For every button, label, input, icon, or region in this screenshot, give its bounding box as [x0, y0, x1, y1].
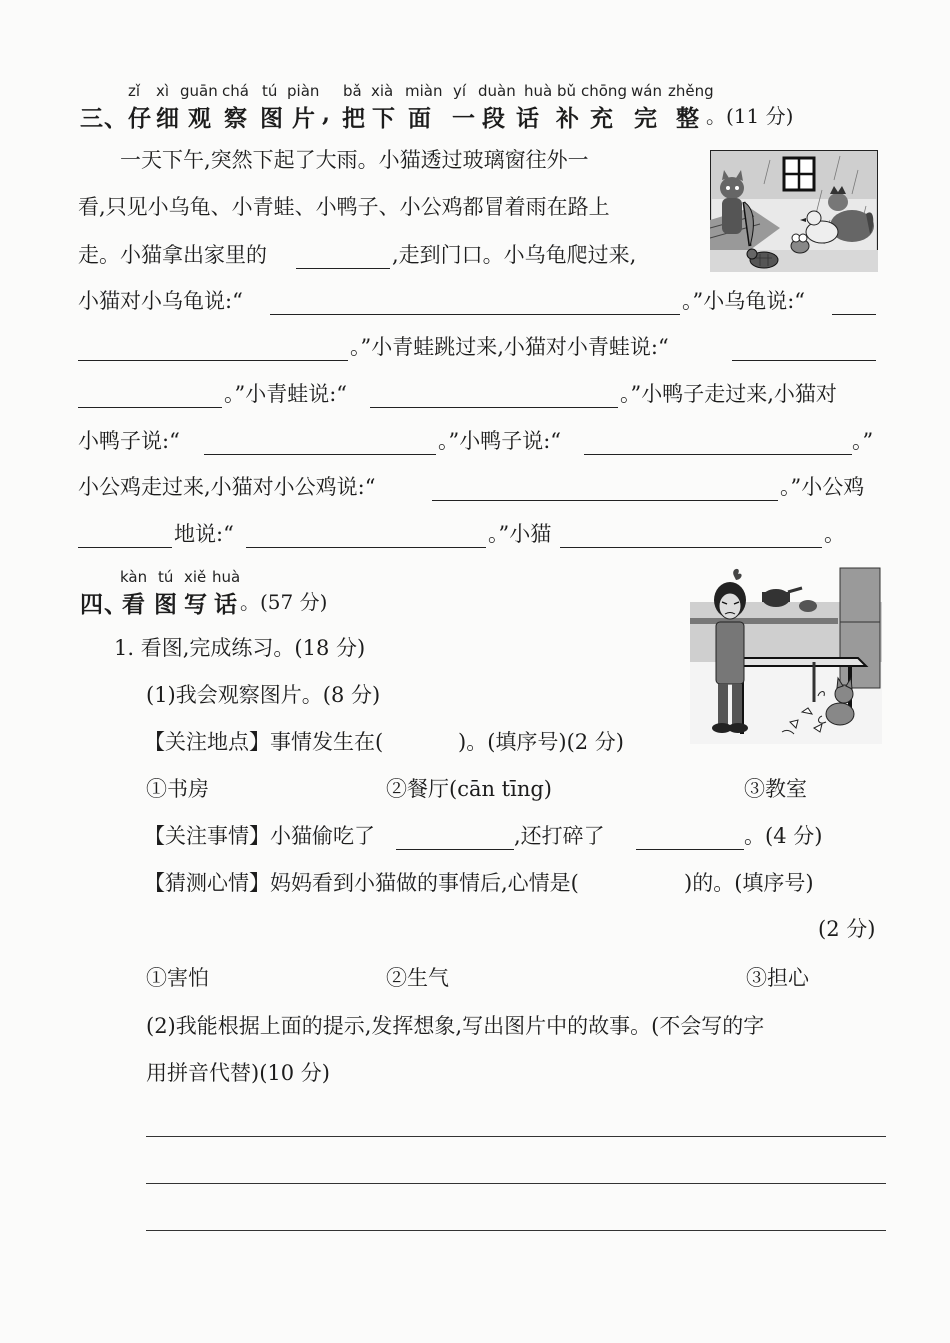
- pinyin: bǔ: [557, 82, 577, 100]
- event-prompt-suffix: 。(4 分): [744, 824, 823, 848]
- blank-turtle-says-cont[interactable]: [78, 360, 348, 361]
- pinyin: miàn: [405, 82, 443, 100]
- paragraph-text: 。”小公鸡: [780, 475, 865, 499]
- mood-prompt-suffix: )的。(填序号): [684, 871, 814, 895]
- section-number: 四、: [80, 591, 128, 618]
- heading-char: 一: [452, 105, 476, 132]
- blank-what-cat-broke[interactable]: [636, 849, 744, 850]
- heading-char: 仔: [128, 105, 152, 132]
- heading-char: 充: [590, 105, 614, 132]
- pinyin: huà: [524, 82, 553, 100]
- pinyin: tú: [262, 82, 278, 100]
- pinyin: xià: [371, 82, 394, 100]
- place-option-study[interactable]: ①书房: [146, 777, 209, 801]
- paragraph-text: 。”小鸭子走过来,小猫对: [620, 382, 837, 406]
- pinyin: guān: [180, 82, 218, 100]
- kitchen-scene-illustration: [690, 562, 882, 744]
- mood-score: (2 分): [818, 917, 876, 941]
- pinyin: zǐ: [128, 82, 141, 100]
- place-option-classroom[interactable]: ③教室: [744, 777, 807, 801]
- pinyin: chōng: [581, 82, 627, 100]
- pinyin: duàn: [478, 82, 516, 100]
- blank-item-brought-out[interactable]: [296, 268, 390, 269]
- section-number: 三、: [80, 105, 128, 132]
- heading-char: 把: [342, 105, 366, 132]
- paragraph-text: ,走到门口。小乌龟爬过来,: [392, 243, 637, 267]
- blank-turtle-says[interactable]: [832, 314, 876, 315]
- paragraph-text: 。”: [852, 429, 874, 453]
- heading-char: 细: [156, 105, 180, 132]
- mood-option-angry[interactable]: ②生气: [386, 966, 449, 990]
- heading-char: 观: [188, 105, 212, 132]
- paragraph-text: 。: [824, 522, 845, 546]
- event-prompt: 【关注事情】小猫偷吃了: [144, 824, 375, 848]
- heading-char: 完: [634, 105, 658, 132]
- paragraph-line: 一天下午,突然下起了大雨。小猫透过玻璃窗往外一: [120, 148, 589, 172]
- mood-answer-box[interactable]: [632, 868, 682, 898]
- writing-line[interactable]: [146, 1136, 886, 1137]
- paragraph-text: 走。小猫拿出家里的: [78, 243, 267, 267]
- pinyin: wán: [631, 82, 662, 100]
- paragraph-text: 。”小青蛙跳过来,小猫对小青蛙说:“: [350, 335, 669, 359]
- mood-option-worried[interactable]: ③担心: [746, 966, 809, 990]
- blank-cat-to-turtle[interactable]: [270, 314, 680, 315]
- mood-prompt: 【猜测心情】妈妈看到小猫做的事情后,心情是(: [144, 871, 579, 895]
- heading-char: 图: [154, 591, 178, 618]
- heading-char: 图: [260, 105, 284, 132]
- heading-char: 写: [184, 591, 208, 618]
- paragraph-text: 小猫对小乌龟说:“: [78, 289, 243, 313]
- section-score: 。(57 分): [240, 590, 328, 614]
- pinyin: kàn: [120, 568, 148, 586]
- pinyin: xì: [156, 82, 170, 100]
- writing-line[interactable]: [146, 1230, 886, 1231]
- blank-cat-ending[interactable]: [560, 547, 822, 548]
- section-score: 。(11 分): [706, 104, 794, 128]
- place-option-dining-room[interactable]: ②餐厅(cān tīng): [386, 777, 552, 801]
- pinyin: xiě: [184, 568, 207, 586]
- question-1-title: 1. 看图,完成练习。(18 分): [114, 636, 366, 660]
- question-1-part-2-cont: 用拼音代替)(10 分): [146, 1061, 330, 1085]
- paragraph-text: 。”小乌龟说:“: [682, 289, 806, 313]
- paragraph-line: 看,只见小乌龟、小青蛙、小鸭子、小公鸡都冒着雨在路上: [78, 195, 610, 219]
- pinyin: zhěng: [668, 82, 714, 100]
- pinyin: huà: [212, 568, 241, 586]
- heading-char: 看: [122, 591, 146, 618]
- paragraph-text: 小鸭子说:“: [78, 429, 180, 453]
- paragraph-text: 。”小青蛙说:“: [224, 382, 348, 406]
- paragraph-text: 。”小猫: [488, 522, 552, 546]
- pinyin: yí: [453, 82, 467, 100]
- event-prompt-middle: ,还打碎了: [514, 824, 605, 848]
- blank-rooster-manner[interactable]: [78, 547, 172, 548]
- heading-char: 补: [556, 105, 580, 132]
- blank-cat-to-duck[interactable]: [204, 454, 436, 455]
- pinyin: tú: [158, 568, 174, 586]
- heading-char: 整: [676, 105, 700, 132]
- question-1-part-2: (2)我能根据上面的提示,发挥想象,写出图片中的故事。(不会写的字: [146, 1014, 765, 1038]
- blank-rooster-says[interactable]: [246, 547, 486, 548]
- place-prompt-suffix: )。(填序号)(2 分): [458, 730, 625, 754]
- question-1-part-1: (1)我会观察图片。(8 分): [146, 683, 381, 707]
- writing-line[interactable]: [146, 1183, 886, 1184]
- heading-char: ,: [322, 100, 332, 127]
- blank-duck-says[interactable]: [584, 454, 852, 455]
- pinyin: bǎ: [343, 82, 362, 100]
- blank-cat-to-frog[interactable]: [732, 360, 876, 361]
- paragraph-text: 小公鸡走过来,小猫对小公鸡说:“: [78, 475, 376, 499]
- heading-char: 面: [408, 105, 432, 132]
- heading-char: 片: [292, 105, 316, 132]
- heading-char: 下: [372, 105, 396, 132]
- place-answer-box[interactable]: [418, 727, 460, 757]
- paragraph-text: 。”小鸭子说:“: [438, 429, 562, 453]
- mood-option-scared[interactable]: ①害怕: [146, 966, 209, 990]
- blank-what-cat-ate[interactable]: [396, 849, 514, 850]
- paragraph-text: 地说:“: [174, 522, 234, 546]
- pinyin: piàn: [287, 82, 320, 100]
- heading-char: 察: [224, 105, 248, 132]
- heading-char: 段: [482, 105, 506, 132]
- blank-cat-to-frog-cont[interactable]: [78, 407, 222, 408]
- heading-char: 话: [214, 591, 238, 618]
- heading-char: 话: [516, 105, 540, 132]
- blank-cat-to-rooster[interactable]: [432, 500, 778, 501]
- blank-frog-says[interactable]: [370, 407, 618, 408]
- place-prompt: 【关注地点】事情发生在(: [144, 730, 384, 754]
- pinyin: chá: [222, 82, 249, 100]
- rain-scene-illustration: [710, 150, 878, 272]
